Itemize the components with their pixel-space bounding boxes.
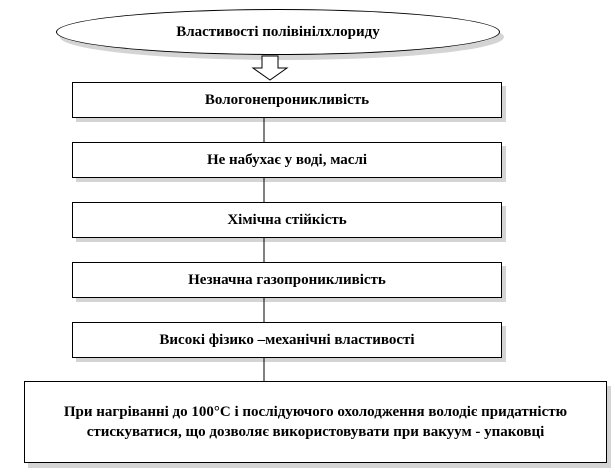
property-label-5: Високі фізико –механічні властивості — [159, 331, 415, 348]
property-box-4 — [72, 262, 502, 298]
property-box-1 — [72, 82, 502, 118]
property-box-2 — [72, 142, 502, 178]
property-label-3: Хімічна стійкість — [227, 211, 347, 228]
root-label: Властивості полівінілхлориду — [176, 23, 380, 40]
root-node — [56, 9, 500, 55]
down-arrow-icon — [253, 56, 287, 80]
property-label-1: Вологонепроникливість — [204, 91, 370, 108]
property-box-3 — [72, 202, 502, 238]
property-box-6 — [24, 381, 607, 463]
property-label-2: Не набухає у воді, маслі — [206, 151, 368, 168]
property-box-5 — [72, 322, 502, 358]
property-label-6: При нагріванні до 100°С і послідуючого охолодження володіє придатністю стискуватися, що дозволяє використовувати при вакуум - упаковці — [63, 404, 568, 440]
property-label-4: Незначна газопроникливість — [188, 271, 386, 288]
